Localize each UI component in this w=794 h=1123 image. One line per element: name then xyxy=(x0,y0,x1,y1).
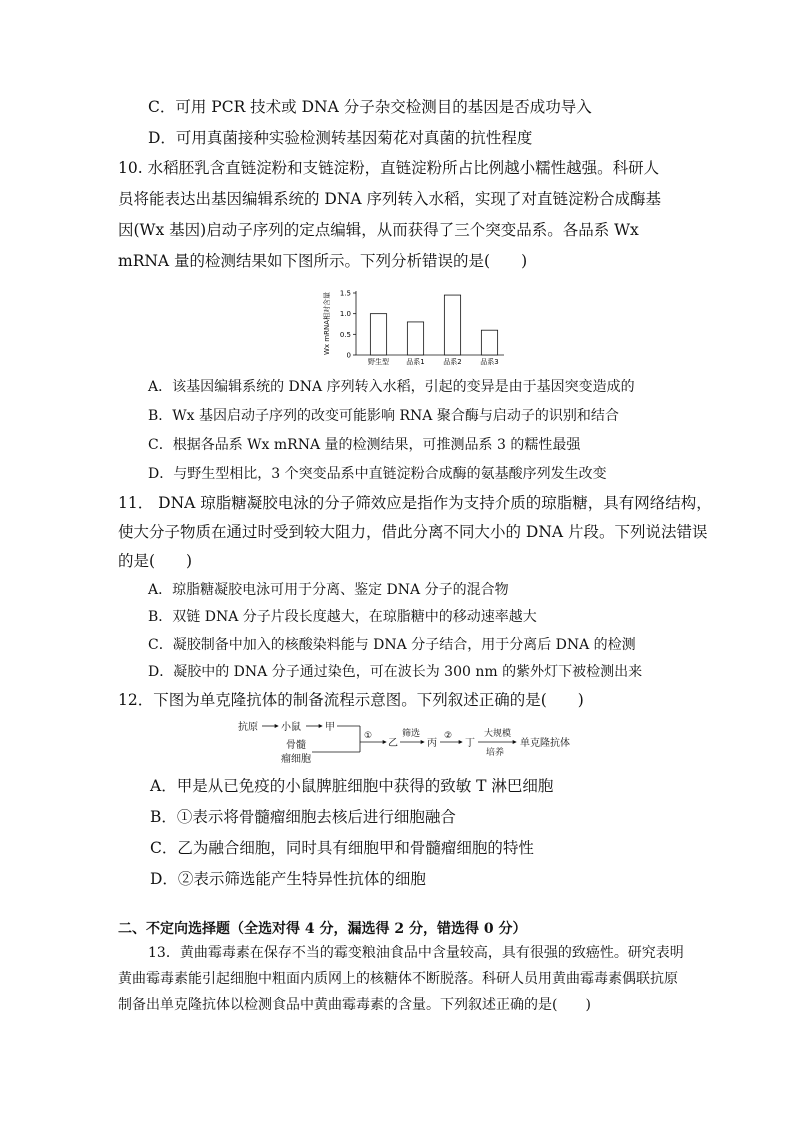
q11-stem-line-2: 使大分子物质在通过时受到较大阻力，借此分离不同大小的 DNA 片段。下列说法错误 xyxy=(118,523,708,541)
flow-culture-label: 培养 xyxy=(486,748,505,758)
chart-ytick-label: 0 xyxy=(346,351,351,360)
flow-mouse: 小鼠 xyxy=(281,722,301,733)
q12-option-c: C．乙为融合细胞，同时具有细胞甲和骨髓瘤细胞的特性 xyxy=(150,839,534,857)
q9-option-c: C．可用 PCR 技术或 DNA 分子杂交检测目的基因是否成功导入 xyxy=(148,98,592,116)
chart-bar xyxy=(407,322,423,355)
chart-xtick-label: 品系2 xyxy=(443,358,462,365)
flow-step-1: ① xyxy=(364,731,373,741)
flow-cell-ding: 丁 xyxy=(465,738,475,749)
chart-ylabel: Wx mRNA相对含量 xyxy=(323,292,331,355)
chart-xtick-label: 野生型 xyxy=(368,358,389,365)
wx-mrna-bar-chart xyxy=(312,283,512,365)
flow-screen-label: 筛选 xyxy=(402,729,421,739)
q10-stem-line-1: 10. 水稻胚乳含直链淀粉和支链淀粉，直链淀粉所占比例越小糯性越强。科研人 xyxy=(118,159,660,177)
q13-stem-line-2: 黄曲霉毒素能引起细胞中粗面内质网上的核糖体不断脱落。科研人员用黄曲霉毒素偶联抗原 xyxy=(118,971,678,987)
q10-stem-line-4: mRNA 量的检测结果如下图所示。下列分析错误的是( ) xyxy=(118,252,528,270)
section-2-heading: 二、不定向选择题（全选对得 4 分，漏选得 2 分，错选得 0 分） xyxy=(118,921,527,937)
chart-xtick-label: 品系3 xyxy=(480,358,499,365)
q11-stem-line-3: 的是( ) xyxy=(118,552,193,570)
q12-option-d: D．②表示筛选能产生特异性抗体的细胞 xyxy=(150,870,426,888)
q11-option-d: D．凝胶中的 DNA 分子通过染色，可在波长为 300 nm 的紫外灯下被检测出来 xyxy=(148,664,643,680)
flow-cell-yi: 乙 xyxy=(388,738,398,749)
chart-ytick-label: 0.5 xyxy=(339,330,351,339)
q10-option-c: C．根据各品系 Wx mRNA 量的检测结果，可推测品系 3 的糯性最强 xyxy=(148,437,581,453)
flow-cell-bing: 丙 xyxy=(427,738,437,749)
chart-xtick-label: 品系1 xyxy=(406,358,425,365)
monoclonal-antibody-flow-diagram xyxy=(236,716,596,768)
q11-option-b: B．双链 DNA 分子片段长度越大，在琼脂糖中的移动速率越大 xyxy=(148,609,537,625)
q12-option-a: A．甲是从已免疫的小鼠脾脏细胞中获得的致敏 T 淋巴细胞 xyxy=(150,777,554,795)
q12-stem: 12．下图为单克隆抗体的制备流程示意图。下列叙述正确的是( ) xyxy=(118,691,584,709)
flow-cell-jia: 甲 xyxy=(325,722,335,733)
q11-stem-line-1: 11． DNA 琼脂糖凝胶电泳的分子筛效应是指作为支持介质的琼脂糖，具有网络结构， xyxy=(118,494,712,512)
q12-option-b: B．①表示将骨髓瘤细胞去核后进行细胞融合 xyxy=(150,808,456,826)
chart-bar xyxy=(444,295,460,355)
chart-bar xyxy=(481,330,497,355)
flow-myeloma-line-1: 骨髓 xyxy=(286,740,306,751)
q10-stem-line-2: 员将能表达出基因编辑系统的 DNA 序列转入水稻，实现了对直链淀粉合成酶基 xyxy=(118,190,662,208)
q13-stem-line-1: 13．黄曲霉毒素在保存不当的霉变粮油食品中含量较高，具有很强的致癌性。研究表明 xyxy=(148,945,684,961)
flow-step-2: ② xyxy=(444,731,453,741)
chart-ytick-label: 1.5 xyxy=(339,289,351,298)
flow-antigen: 抗原 xyxy=(238,722,258,733)
flow-myeloma-line-2: 瘤细胞 xyxy=(281,754,311,765)
chart-bar xyxy=(370,314,386,355)
q9-option-d: D．可用真菌接种实验检测转基因菊花对真菌的抗性程度 xyxy=(148,129,533,147)
flow-result: 单克隆抗体 xyxy=(520,738,570,749)
q10-option-a: A．该基因编辑系统的 DNA 序列转入水稻，引起的变异是由于基因突变造成的 xyxy=(148,379,635,395)
q11-option-a: A．琼脂糖凝胶电泳可用于分离、鉴定 DNA 分子的混合物 xyxy=(148,582,509,598)
q10-stem-line-3: 因(Wx 基因)启动子序列的定点编辑，从而获得了三个突变品系。各品系 Wx xyxy=(118,221,639,239)
q13-stem-line-3: 制备出单克隆抗体以检测食品中黄曲霉毒素的含量。下列叙述正确的是( ) xyxy=(118,997,591,1013)
q10-option-b: B．Wx 基因启动子序列的改变可能影响 RNA 聚合酶与启动子的识别和结合 xyxy=(148,408,619,424)
chart-ytick-label: 1.0 xyxy=(339,310,351,319)
q10-option-d: D．与野生型相比，3 个突变品系中直链淀粉合成酶的氨基酸序列发生改变 xyxy=(148,466,607,482)
q11-option-c: C．凝胶制备中加入的核酸染料能与 DNA 分子结合，用于分离后 DNA 的检测 xyxy=(148,637,636,653)
flow-scale-label: 大规模 xyxy=(484,729,512,739)
